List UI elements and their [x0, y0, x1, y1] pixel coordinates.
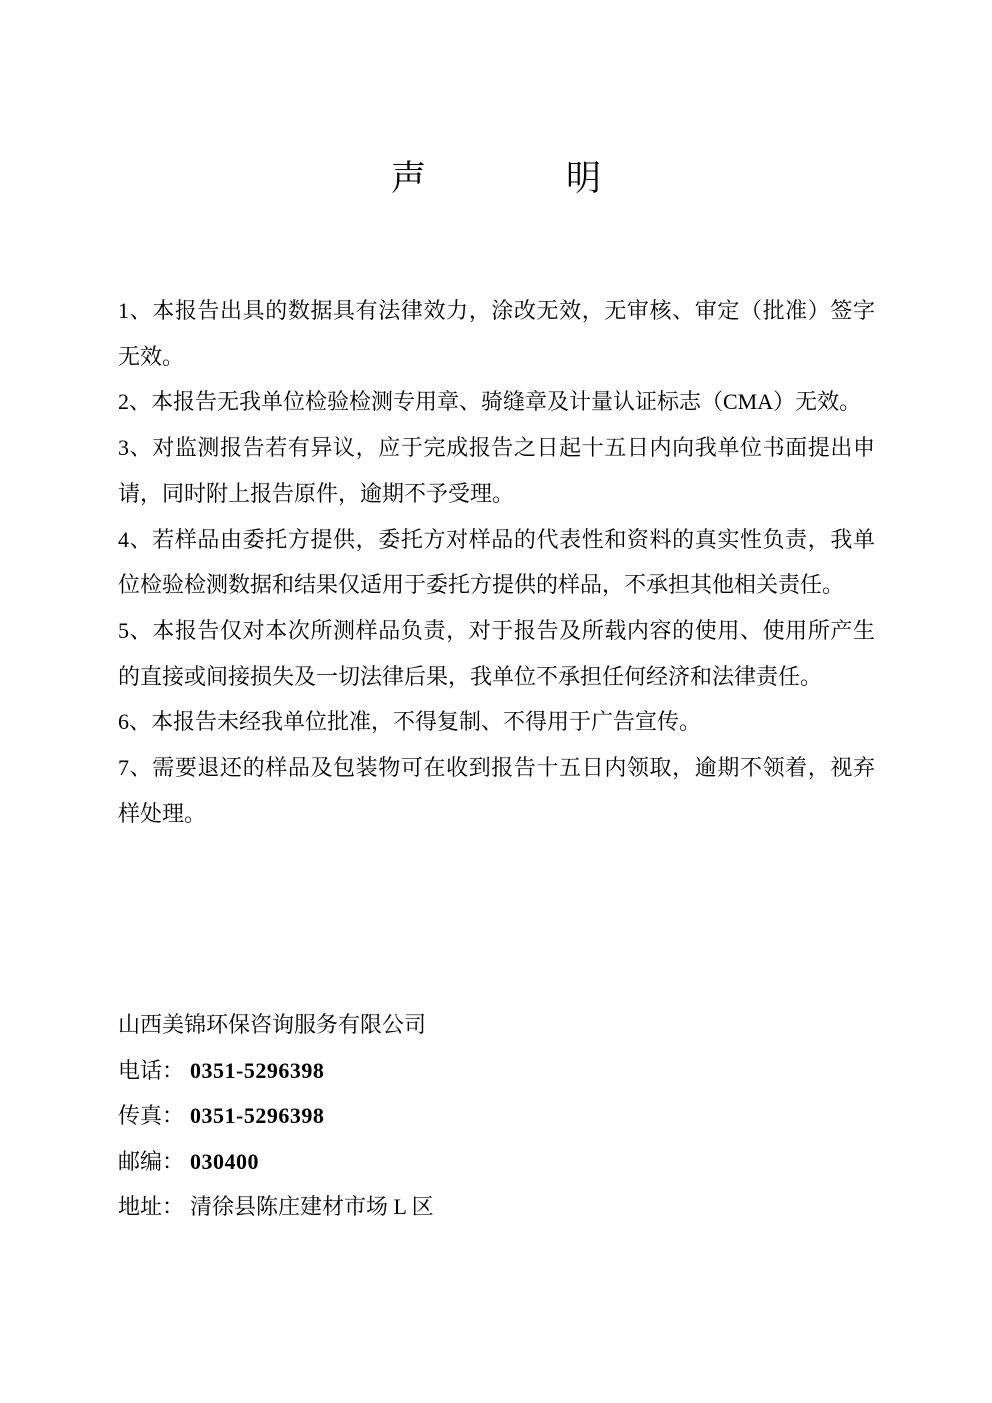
- statement-item-1: 1、本报告出具的数据具有法律效力，涂改无效，无审核、审定（批准）签字无效。: [118, 298, 875, 369]
- contact-line-fax: [118, 1093, 875, 1139]
- statement-item-2: 2、本报告无我单位检验检测专用章、骑缝章及计量认证标志（CMA）无效。: [118, 389, 862, 415]
- contact-line-phone: [118, 1048, 875, 1094]
- fax-value: 0351-5296398: [190, 1103, 325, 1128]
- statement-item-4: 4、若样品由委托方提供，委托方对样品的代表性和资料的真实性负责，我单位检验检测数据和结果仅适用于委托方提供的样品，不承担其他相关责任。: [118, 526, 875, 598]
- statement-item-5: 5、本报告仅对本次所测样品负责，对于报告及所载内容的使用、使用所产生的直接或间接损失及一切法律后果，我单位不承担任何经济和法律责任。: [118, 617, 875, 689]
- contact-line-zip: [118, 1139, 875, 1185]
- zip-label: 邮编：: [118, 1148, 185, 1174]
- statement-item-3: 3、对监测报告若有异议，应于完成报告之日起十五日内向我单位书面提出申请，同时附上报告原件，逾期不予受理。: [118, 435, 875, 506]
- phone-value: 0351-5296398: [190, 1057, 325, 1083]
- statement-item-6: 6、本报告未经我单位批准，不得复制、不得用于广告宣传。: [118, 709, 702, 735]
- address-label: 地址：: [118, 1194, 185, 1219]
- statement-item-7: 7、需要退还的样品及包装物可在收到报告十五日内领取，逾期不领着，视弃样处理。: [118, 755, 875, 826]
- address-value: 清徐县陈庄建材市场 L 区: [190, 1194, 434, 1219]
- contact-line-address: [118, 1184, 875, 1230]
- company-name: 山西美锦环保咨询服务有限公司: [118, 1012, 427, 1037]
- page-title-char-left: 声: [390, 159, 426, 198]
- zip-value: 030400: [190, 1148, 260, 1174]
- fax-label: 传真：: [118, 1103, 185, 1128]
- contact-block: [118, 1002, 875, 1230]
- page-title-char-right: 明: [566, 159, 602, 198]
- statement-list: [118, 288, 875, 836]
- phone-label: 电话：: [118, 1057, 185, 1083]
- page-title: [0, 158, 992, 200]
